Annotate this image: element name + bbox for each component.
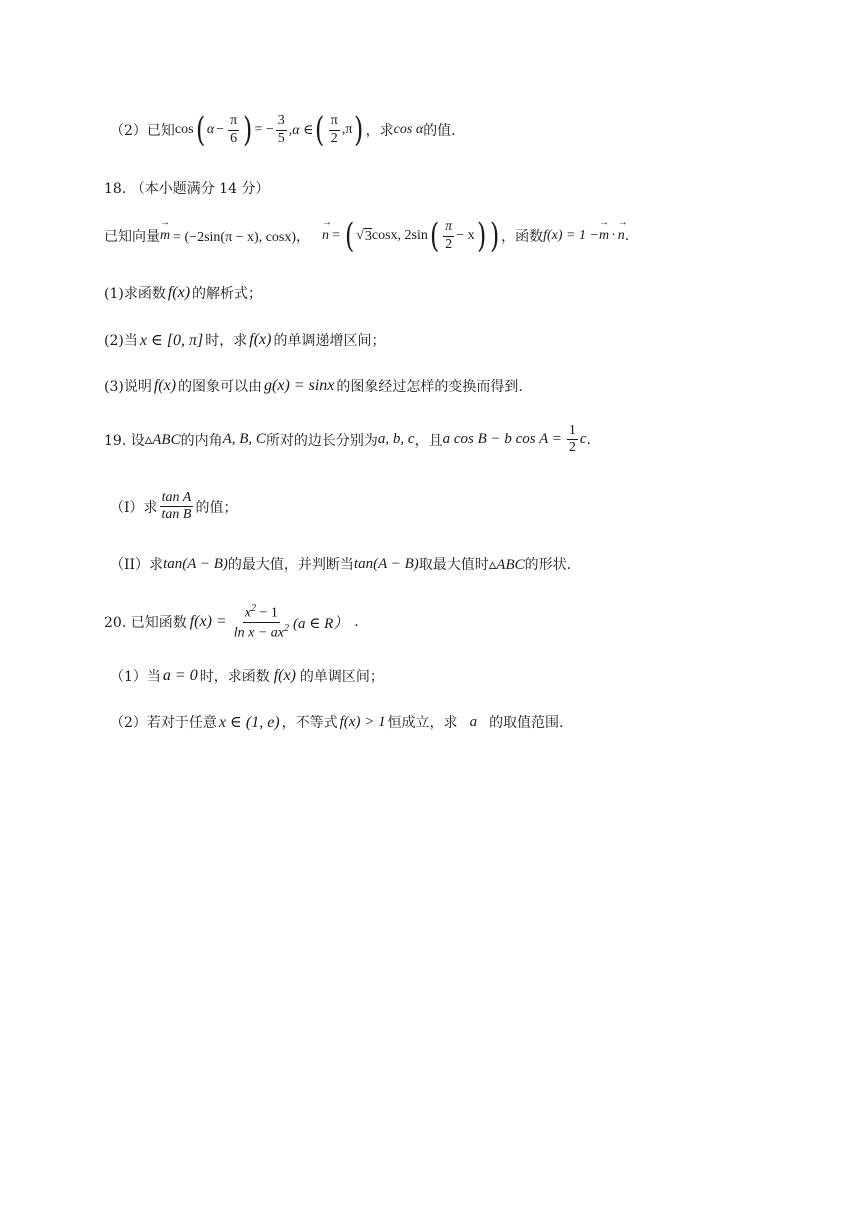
- num-exponent: 2: [251, 603, 256, 614]
- stem-mid: ，且: [414, 432, 443, 449]
- num-x: x: [244, 605, 251, 621]
- denominator: 5: [277, 130, 285, 146]
- minus-sign: −: [216, 122, 225, 137]
- radicand: 3: [364, 228, 372, 244]
- part-tail: 的解析式；: [192, 286, 263, 302]
- parameter-condition: (a ∈ R）: [292, 615, 349, 632]
- equals: =: [332, 228, 340, 243]
- function-f: f(x): [249, 331, 272, 348]
- vector-m: → m: [599, 228, 609, 244]
- q20-part2: [110, 712, 564, 732]
- alpha-in: ,α ∈: [288, 122, 314, 138]
- condition-expression: a cos B − b cos A =: [442, 431, 562, 448]
- inequality: f(x) > 1: [339, 713, 386, 730]
- function-f: f(x): [273, 667, 296, 684]
- vector-m-expression: = (−2sin(π − x), cosx)，: [173, 230, 311, 245]
- part-prefix: (1)求函数: [104, 286, 166, 302]
- left-paren: (: [344, 216, 355, 256]
- left-paren: (: [429, 216, 440, 256]
- num-tail: − 1: [256, 605, 278, 621]
- one-half-fraction: [567, 423, 578, 456]
- dot-operator: ·: [611, 228, 616, 243]
- part-tail: 的形状.: [524, 557, 572, 573]
- stem-mid: 的内角: [180, 432, 223, 449]
- part-tail: 的取值范围.: [489, 715, 564, 731]
- part-mid: 时，求函数: [199, 669, 270, 685]
- sides: a, b, c: [377, 431, 415, 448]
- stem-prefix: 已知向量: [104, 229, 160, 245]
- vector-n: → n: [618, 228, 625, 244]
- alpha-symbol: α: [206, 122, 215, 137]
- q18-part1: [104, 283, 262, 303]
- end-text: .: [586, 431, 591, 448]
- tan-difference: tan(A − B): [163, 555, 228, 572]
- q17-part2-label: （2）已知: [110, 123, 175, 139]
- numerator: π: [228, 113, 239, 130]
- end-text: .: [354, 614, 359, 631]
- parameter-a: a: [469, 713, 478, 730]
- comma-pi: ,π: [341, 122, 353, 137]
- q19-stem: [104, 423, 591, 456]
- pi-over-2-fraction: [329, 113, 340, 146]
- pi-over-6-fraction: [228, 113, 239, 146]
- q20-part1: [110, 666, 384, 686]
- part-mid: 时，求: [205, 333, 248, 349]
- tan-ratio-fraction: [160, 490, 194, 523]
- part-mid: 的图象可以由: [178, 379, 263, 395]
- numerator: π: [329, 113, 340, 130]
- angles: A, B, C: [222, 431, 266, 448]
- numerator: 1: [567, 423, 578, 440]
- end-text: 的值.: [423, 123, 456, 139]
- denominator: 2: [330, 130, 338, 146]
- q18-title: 18. （本小题满分 14 分）: [104, 181, 270, 197]
- left-paren: (: [315, 110, 325, 150]
- right-paren: ): [489, 216, 500, 256]
- q19-part2: [110, 554, 571, 574]
- q18-part2: [104, 330, 385, 350]
- q18-header: [104, 178, 269, 198]
- numerator: 3: [276, 113, 287, 130]
- function-f: f(x): [167, 284, 191, 301]
- part-prefix: (2)当: [104, 333, 138, 349]
- part-tail: 的单调区间；: [299, 669, 384, 685]
- part-tail: 的图象经过怎样的变换而得到.: [336, 379, 523, 395]
- right-paren: ): [476, 216, 486, 256]
- vector-n: → n: [322, 228, 329, 244]
- vector-n-expression-1: cosx, 2sin: [371, 228, 428, 243]
- part-mid: 取最大值时: [418, 557, 489, 573]
- q17-part2: [110, 110, 456, 150]
- side-c: c: [579, 431, 587, 448]
- vector-n-expression-2: − x: [456, 228, 475, 243]
- three-fifths-fraction: [276, 113, 287, 146]
- function-fraction: [232, 603, 291, 642]
- a-equals-zero: a = 0: [162, 667, 198, 684]
- part-prefix: (3)说明: [104, 379, 152, 395]
- stem-prefix: 19. 设: [104, 432, 145, 449]
- domain-condition: x ∈ [0, π]: [139, 332, 204, 349]
- q20-stem: [104, 603, 359, 642]
- part-prefix: （1）当: [110, 669, 161, 685]
- function-g: g(x) = sinx: [264, 377, 335, 394]
- tan-difference: tan(A − B): [353, 555, 419, 572]
- cos-text: cos: [174, 122, 194, 137]
- right-paren: ): [243, 110, 253, 150]
- part-prefix: （2）若对于任意: [110, 715, 217, 731]
- triangle-abc: ▵ABC: [488, 556, 525, 573]
- q18-stem: [104, 216, 630, 256]
- denominator: [232, 623, 291, 642]
- den-expr: ln x − ax: [233, 625, 284, 641]
- function-definition: f(x) = 1 −: [543, 228, 599, 243]
- part-prefix: （I）求: [110, 499, 158, 516]
- numerator: π: [443, 219, 454, 236]
- part-prefix: （II）求: [110, 557, 164, 573]
- part-tail: 的单调递增区间；: [273, 333, 386, 349]
- part-mid: 恒成立，求: [387, 715, 458, 731]
- cos-alpha: cos α: [393, 122, 424, 137]
- denominator: 2: [445, 236, 453, 252]
- sqrt-3: √ 3: [356, 227, 372, 244]
- triangle-abc: ▵ABC: [144, 432, 181, 449]
- vector-m: → m: [160, 228, 170, 244]
- equals-minus: = −: [254, 122, 274, 137]
- denominator: tan B: [161, 507, 192, 523]
- part-mid: 的最大值，并判断当: [227, 557, 354, 573]
- denominator: 6: [230, 130, 238, 146]
- den-exponent: 2: [283, 622, 289, 634]
- interval-condition: x ∈ (1, e): [218, 714, 280, 731]
- right-paren: ): [354, 110, 364, 150]
- numerator: [243, 603, 280, 623]
- end-text: .: [624, 228, 630, 244]
- part-tail: 的值；: [195, 499, 238, 516]
- function-label: ，函数: [501, 229, 544, 245]
- function-f: f(x): [153, 377, 177, 394]
- q18-part3: [104, 376, 523, 396]
- stem-mid: 所对的边长分别为: [265, 432, 378, 449]
- function-f: f(x) =: [189, 613, 227, 631]
- left-paren: (: [195, 110, 205, 150]
- part-mid: ，不等式: [281, 715, 338, 731]
- stem-prefix: 20. 已知函数: [104, 615, 187, 632]
- numerator: tan A: [160, 490, 194, 507]
- denominator: 2: [568, 440, 576, 456]
- pi-over-2-fraction: [443, 219, 454, 252]
- ask-text: ，求: [365, 123, 394, 139]
- q19-part1: [110, 490, 237, 523]
